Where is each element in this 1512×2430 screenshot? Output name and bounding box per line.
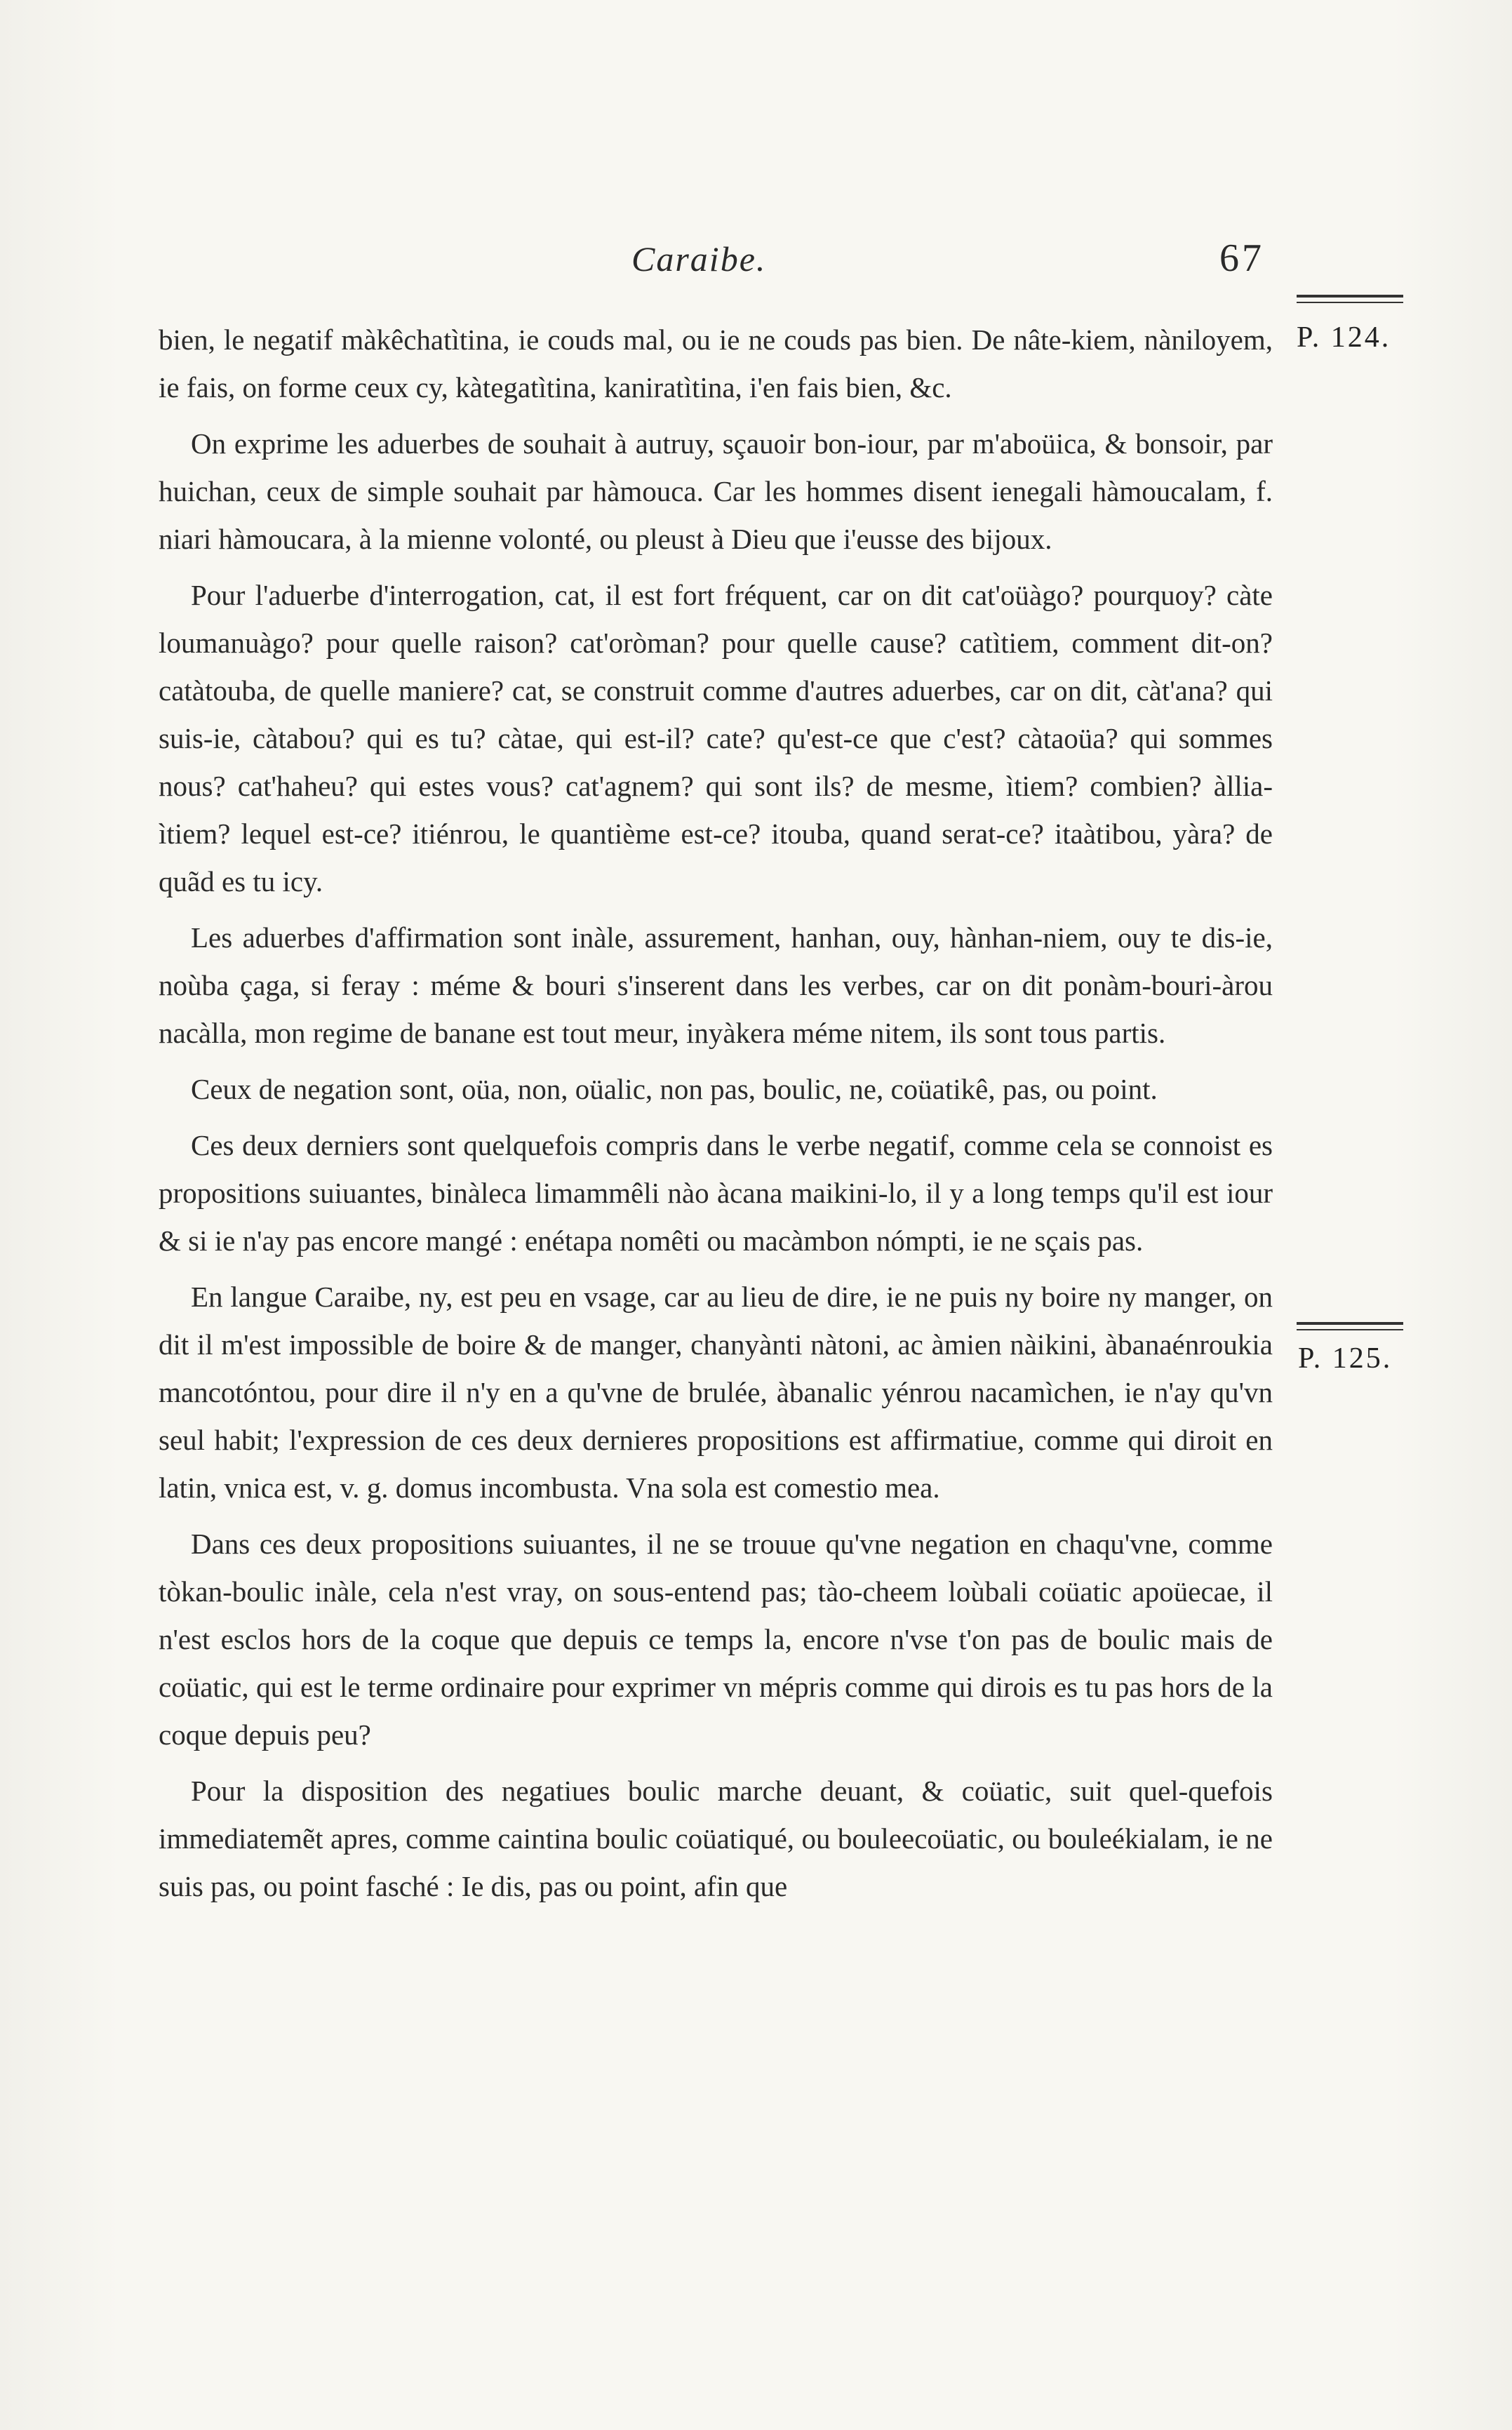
paragraph: Pour l'aduerbe d'interrogation, cat, il est fort fréquent, car on dit cat'oüàgo? pourquoy? càte loumanuàgo? pour quelle raison? cat'oròman? pour quelle cause? catìtiem, comment dit-on? catàtouba, de quelle maniere? cat, se construit comme d'autres aduerbes, car on dit, càt'ana? qui suis-ie, càtabou? qui es tu? càtae, qui est-il? cate? qu'est-ce que c'est? càtaoüa? qui sommes nous? cat'haheu? qui estes vous? cat'agnem? qui sont ils? de mesme, ìtiem? combien? àllia-ìtiem? lequel est-ce? itiénrou, le quantième est-ce? itouba, quand serat-ce? itaàtibou, yàra? de quãd es tu icy. [159,579,1273,897]
paragraph: Ces deux derniers sont quelquefois compris dans le verbe negatif, comme cela se connoist es propositions suiuantes, binàleca limammêli nào àcana maikini-lo, il y a long temps qu'il est iour & si ie n'ay pas encore mangé : enétapa nomêti ou macàmbon nómpti, ie ne sçais pas. [159,1129,1273,1257]
paragraph: On exprime les aduerbes de souhait à autruy, sçauoir bon-iour, par m'aboüica, & bonsoir, par huichan, ceux de simple souhait par hàmouca. Car les hommes disent ienegali hàmoucalam, f. niari hàmoucara, à la mienne volonté, ou pleust à Dieu que i'eusse des bijoux. [159,427,1273,555]
margin-note-p124: P. 124. [1297,321,1391,354]
paragraph: En langue Caraibe, ny, est peu en vsage, car au lieu de dire, ie ne puis ny boire ny manger, on dit il m'est impossible de boire & de manger, chanyànti nàtoni, ac àmien nàikini, àbanaénroukia mancotóntou, pour dire il n'y en a qu'vne de brulée, àbanalic yénrou nacamìchen, ie n'ay qu'vn seul habit; l'expression de ces deux dernieres propositions est affirmatiue, comme qui diroit en latin, vnica est, v. g. domus incombusta. Vna sola est comestio mea. [159,1281,1273,1504]
margin-rule [1297,1322,1403,1330]
paragraph: Ceux de negation sont, oüa, non, oüalic, non pas, boulic, ne, coüatikê, pas, ou point. [191,1073,1158,1105]
paragraph: Les aduerbes d'affirmation sont inàle, assurement, hanhan, ouy, hànhan-niem, ouy te dis-ie, noùba çaga, si feray : méme & bouri s'inserent dans les verbes, car on dit ponàm-bouri-àrou nacàlla, mon regime de banane est tout meur, inyàkera méme nitem, ils sont tous partis. [159,921,1273,1049]
running-head: Caraibe. [631,239,767,279]
margin-rule [1297,295,1403,303]
margin-note-p125: P. 125. [1298,1342,1393,1375]
paragraph: bien, le negatif màkêchatìtina, ie couds mal, ou ie ne couds pas bien. De nâte-kiem, nàniloyem, ie fais, on forme ceux cy, kàtegatìtina, kaniratìtina, i'en fais bien, &c. [159,323,1273,403]
paragraph: Pour la disposition des negatiues boulic marche deuant, & coüatic, suit quel-quefois immediatemẽt apres, comme caintina boulic coüatiqué, ou bouleecoüatic, ou bouleékialam, ie ne suis pas, ou point fasché : Ie dis, pas ou point, afin que [159,1775,1273,1902]
body-text [159,316,1273,1918]
page-number: 67 [1219,236,1264,280]
paragraph: Dans ces deux propositions suiuantes, il ne se trouue qu'vne negation en chaqu'vne, comme tòkan-boulic inàle, cela n'est vray, on sous-entend pas; tào-cheem loùbali coüatic apoüecae, il n'est esclos hors de la coque que depuis ce temps la, encore n'vse t'on pas de boulic mais de coüatic, qui est le terme ordinaire pour exprimer vn mépris comme qui dirois es tu pas hors de la coque depuis peu? [159,1528,1273,1751]
